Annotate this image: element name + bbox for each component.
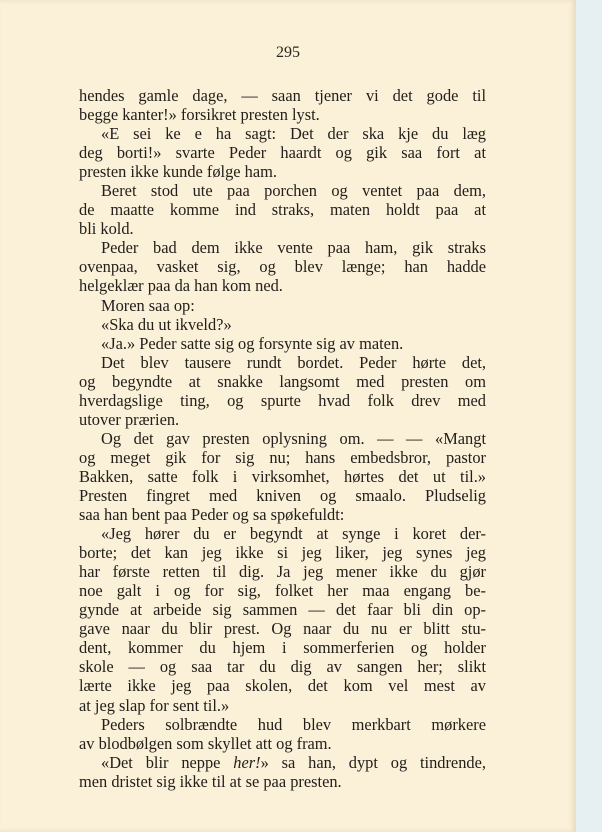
text-line: Bakken, satte folk i virksomhet, hørtes det ut til.»: [79, 466, 486, 486]
text-line: hendes gamle dage, — saan tjener vi det gode til: [79, 86, 486, 105]
text-line: [79, 753, 486, 772]
text-line: utover prærien.: [79, 409, 180, 429]
page-number: 295: [276, 44, 300, 61]
text-line: «E sei ke e ha sagt: Det der ska kje du læg: [101, 124, 486, 144]
text-line: presten ikke kunde følge ham.: [79, 162, 277, 182]
text-line: «Jeg hører du er begyndt at synge i koret der-: [101, 524, 486, 544]
text-line: «Ja.» Peder satte sig og forsynte sig av maten.: [101, 333, 404, 353]
text-segment: «Det blir neppe: [101, 752, 234, 772]
text-line: ovenpaa, vasket sig, og blev længe; han hadde: [79, 257, 486, 277]
text-line: deg borti!» svarte Peder haardt og gik saa fort at: [79, 143, 486, 163]
text-line: Peder bad dem ikke vente paa ham, gik straks: [101, 238, 486, 258]
text-line: lærte ikke jeg paa skolen, det kom vel mest av: [79, 676, 486, 696]
text-line: Peders solbrændte hud blev merkbart mørkere: [101, 714, 486, 734]
text-line: «Ska du ut ikveld?»: [101, 314, 232, 334]
italic-emphasis: her!: [233, 752, 261, 772]
text-line: og begyndte at snakke langsomt med presten om: [79, 371, 486, 391]
text-line: og meget gik for sig nu; hans embedsbror, pastor: [79, 447, 486, 467]
text-line: de maatte komme ind straks, maten holdt paa at: [79, 200, 486, 220]
text-line: helgeklær paa da han kom ned.: [79, 276, 283, 296]
text-line: Det blev tausere rundt bordet. Peder hørte det,: [101, 352, 486, 372]
text-line: gave naar du blir prest. Og naar du nu er blitt stu-: [79, 619, 486, 639]
text-line: at jeg slap for sent til.»: [79, 695, 230, 715]
text-line: men dristet sig ikke til at se paa presten.: [79, 771, 342, 791]
text-line: noe galt i og for sig, folket her maa engang be-: [79, 581, 486, 601]
text-line: dent, kommer du hjem i sommerferien og holder: [79, 638, 486, 658]
text-line: Og det gav presten oplysning om. — — «Mangt: [101, 428, 486, 448]
text-line: begge kanter!» forsikret presten lyst.: [79, 105, 320, 125]
text-line: av blodbølgen som skyllet att og fram.: [79, 733, 332, 753]
text-line: Beret stod ute paa porchen og ventet paa dem,: [101, 181, 486, 201]
text-line: borte; det kan jeg ikke si jeg liker, jeg synes jeg: [79, 543, 486, 563]
text-line: saa han bent paa Peder og sa spøkefuldt:: [79, 505, 345, 525]
body-text: [79, 86, 486, 791]
text-line: Presten fingret med kniven og smaalo. Pludselig: [79, 485, 486, 505]
text-line: hverdagslige ting, og spurte hvad folk drev med: [79, 390, 486, 410]
text-line: har første retten til dig. Ja jeg mener ikke du gjør: [79, 562, 486, 582]
text-segment: » sa han, dypt og tindrende,: [260, 752, 486, 772]
text-line: bli kold.: [79, 219, 134, 239]
text-line: Moren saa op:: [101, 295, 195, 315]
text-line: gynde at arbeide sig sammen — det faar bli din op-: [79, 600, 486, 620]
text-line: skole — og saa tar du dig av sangen her; slikt: [79, 657, 486, 677]
